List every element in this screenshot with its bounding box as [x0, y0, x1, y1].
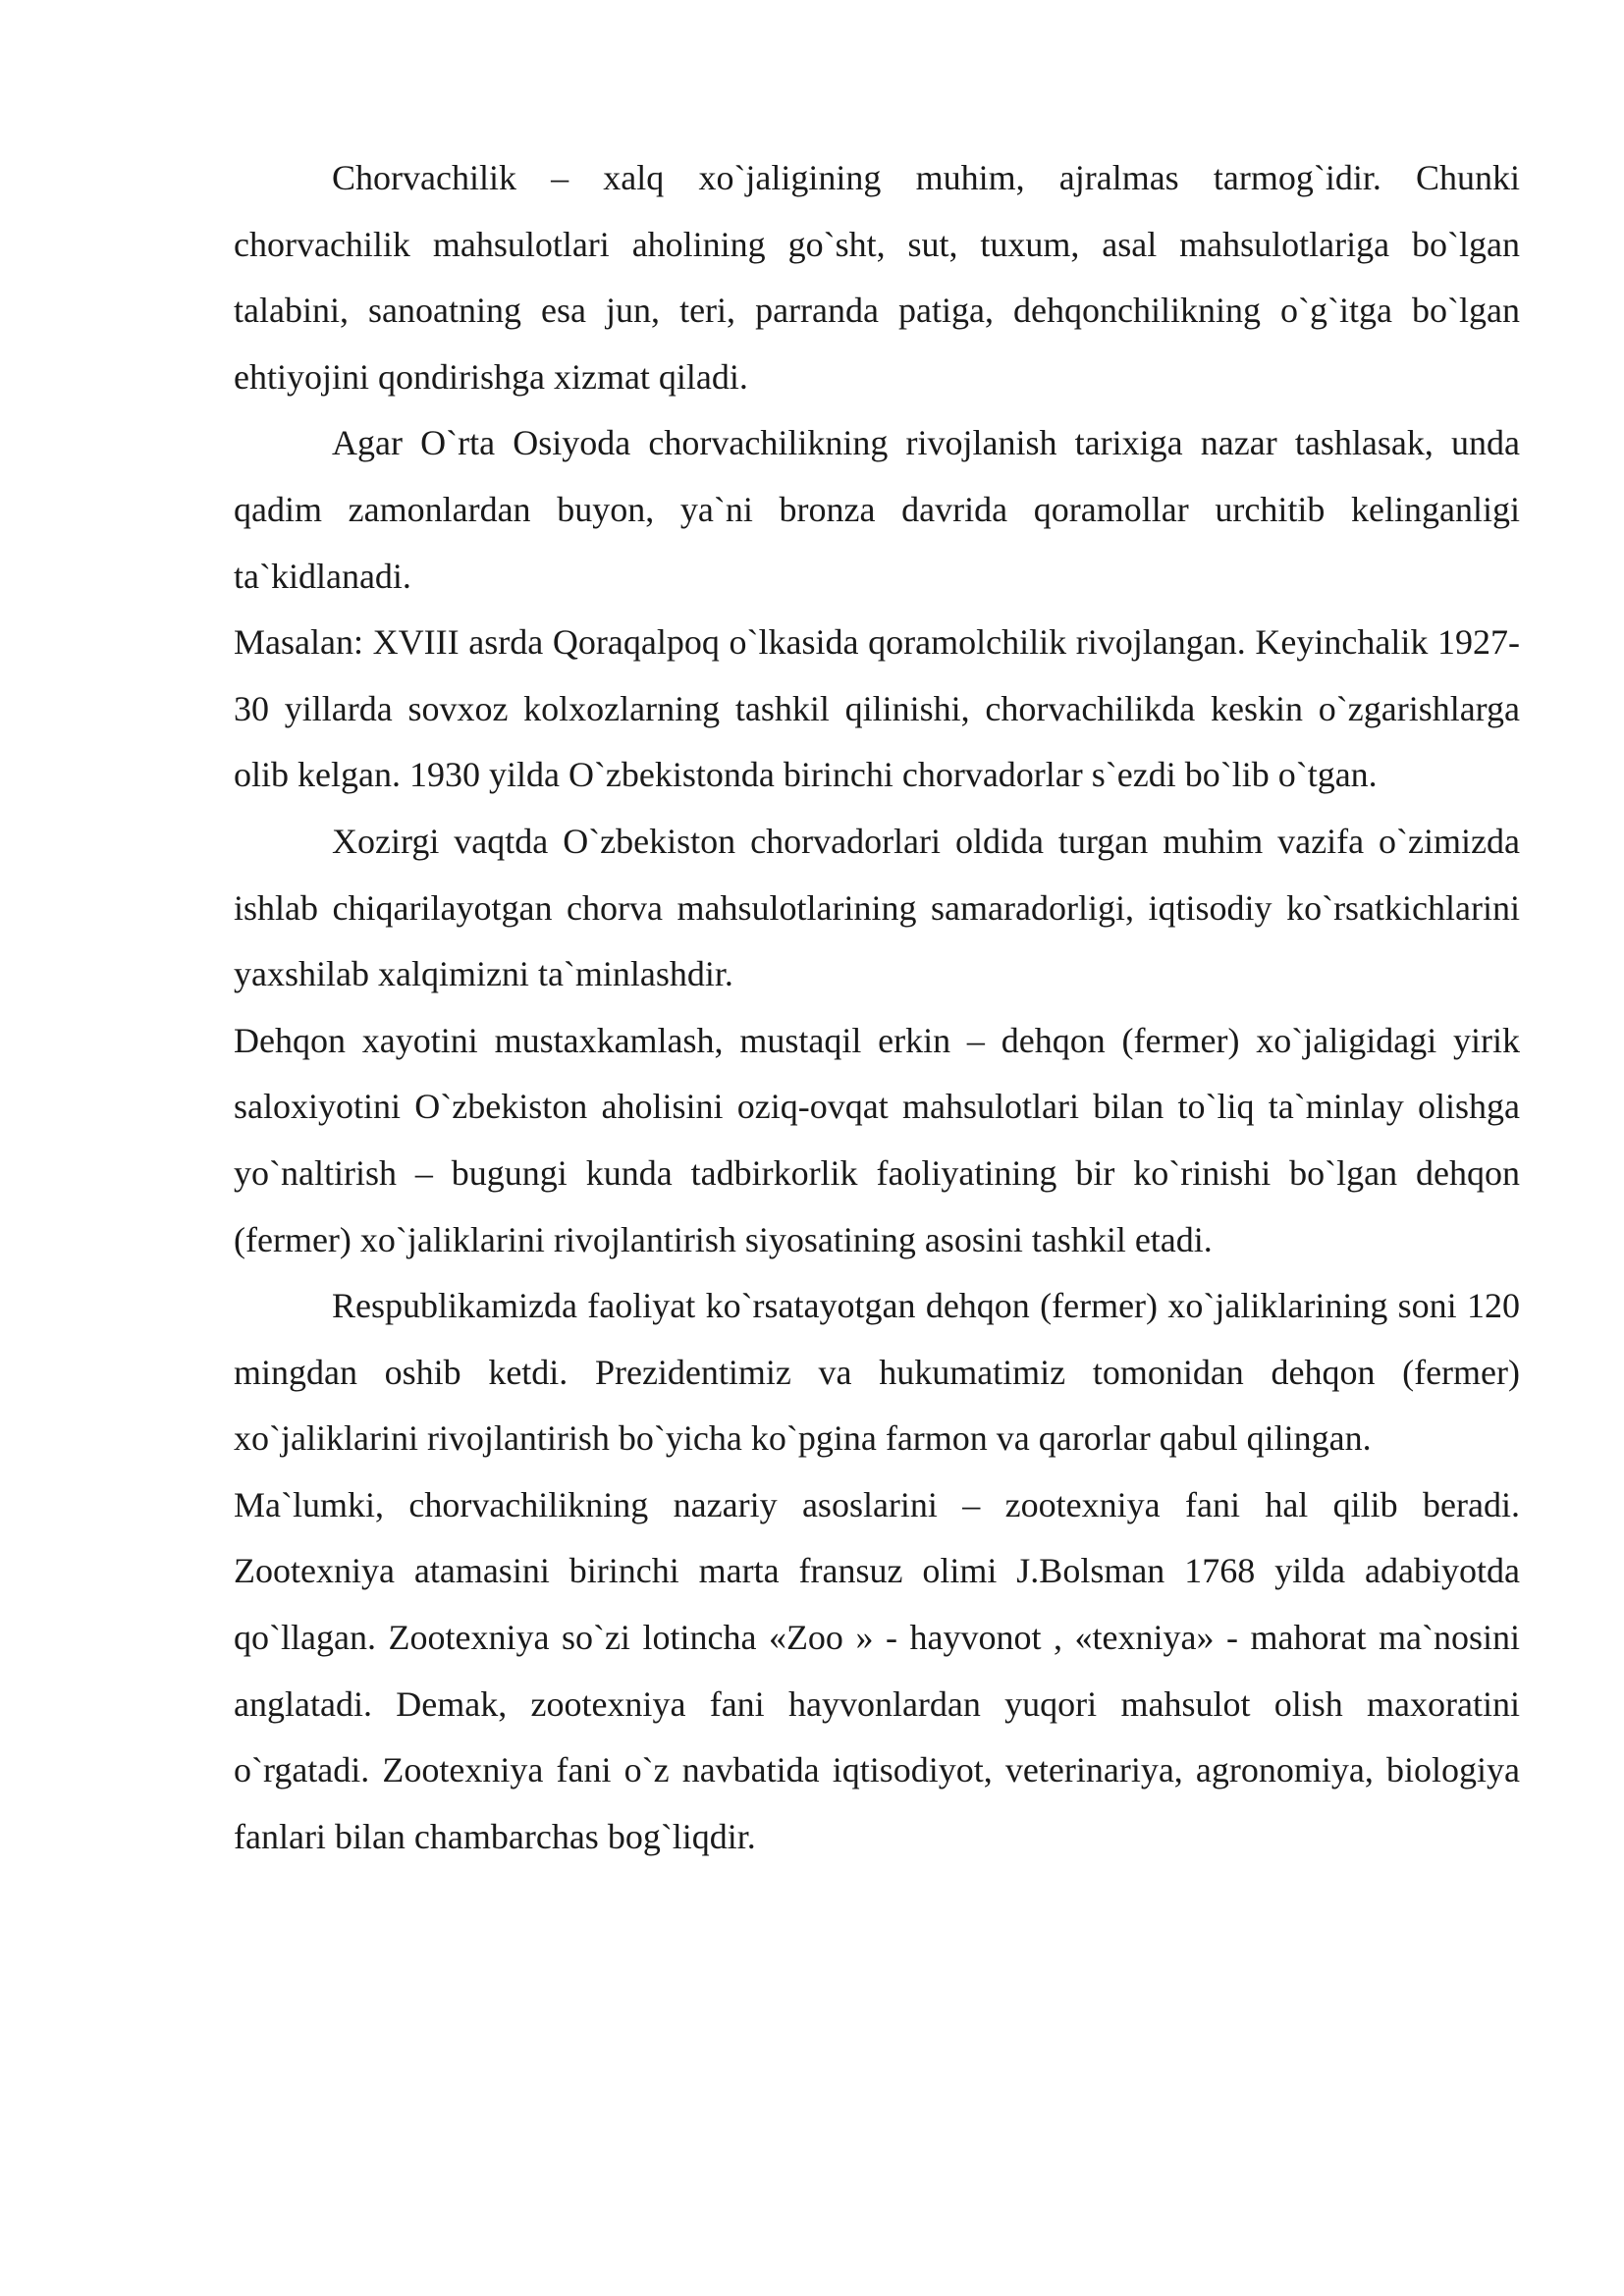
paragraph-farmer-policy: Dehqon xayotini mustaxkamlash, mustaqil erkin – dehqon (fermer) xo`jaligidagi yirik saloxiyotini O`zbekiston aholisini oziq-ovqat mahsulotlari bilan to`liq ta`minlay olishga yo`naltirish – bugungi kunda tadbirkorlik faoliyatining bir ko`rinishi bo`lgan dehqon (fermer) xo`jaliklarini rivojlantirish siyosatining asosini tashkil etadi.	[234, 1020, 1520, 1259]
paragraph-central-asia-history: Agar O`rta Osiyoda chorvachilikning rivojlanish tarixiga nazar tashlasak, unda qadim zamonlardan buyon, ya`ni bronza davrida qoramollar urchitib kelinganligi ta`kidlanadi.	[234, 423, 1520, 596]
paragraph-zootechnics: Ma`lumki, chorvachilikning nazariy asoslarini – zootexniya fani hal qilib beradi. Zootexniya atamasini birinchi marta fransuz olimi J.Bolsman 1768 yilda adabiyotda qo`llagan. Zootexniya so`zi lotincha «Zoo » - hayvonot , «texniya» - mahorat ma`nosini anglatadi. Demak, zootexniya fani hayvonlardan yuqori mahsulot olish maxoratini o`rgatadi. Zootexniya fani o`z navbatida iqtisodiyot, veterinariya, agronomiya, biologiya fanlari bilan chambarchas bog`liqdir.	[234, 1484, 1520, 1856]
paragraph-karakalpak-example: Masalan: XVIII asrda Qoraqalpoq o`lkasida qoramolchilik rivojlangan. Keyinchalik 1927-30 yillarda sovxoz kolxozlarning tashkil qilinishi, chorvachilikda keskin o`zgarishlarga olib kelgan. 1930 yilda O`zbekistonda birinchi chorvadorlar s`ezdi bo`lib o`tgan.	[234, 622, 1520, 795]
paragraph-farm-count: Respublikamizda faoliyat ko`rsatayotgan dehqon (fermer) xo`jaliklarining soni 120 mingdan oshib ketdi. Prezidentimiz va hukumatimiz tomonidan dehqon (fermer) xo`jaliklarini rivojlantirish bo`yicha ko`pgina farmon va qarorlar qabul qilingan.	[234, 1286, 1520, 1459]
paragraph-current-task: Xozirgi vaqtda O`zbekiston chorvadorlari oldida turgan muhim vazifa o`zimizda ishlab chiqarilayotgan chorva mahsulotlarining samaradorligi, iqtisodiy ko`rsatkichlarini yaxshilab xalqimizni ta`minlashdir.	[234, 821, 1520, 994]
document-body	[234, 145, 1520, 1870]
paragraph-livestock-importance: Chorvachilik – xalq xo`jaligining muhim, ajralmas tarmog`idir. Chunki chorvachilik mahsulotlari aholining go`sht, sut, tuxum, asal mahsulotlariga bo`lgan talabini, sanoatning esa jun, teri, parranda patiga, dehqonchilikning o`g`itga bo`lgan ehtiyojini qondirishga xizmat qiladi.	[234, 158, 1520, 397]
